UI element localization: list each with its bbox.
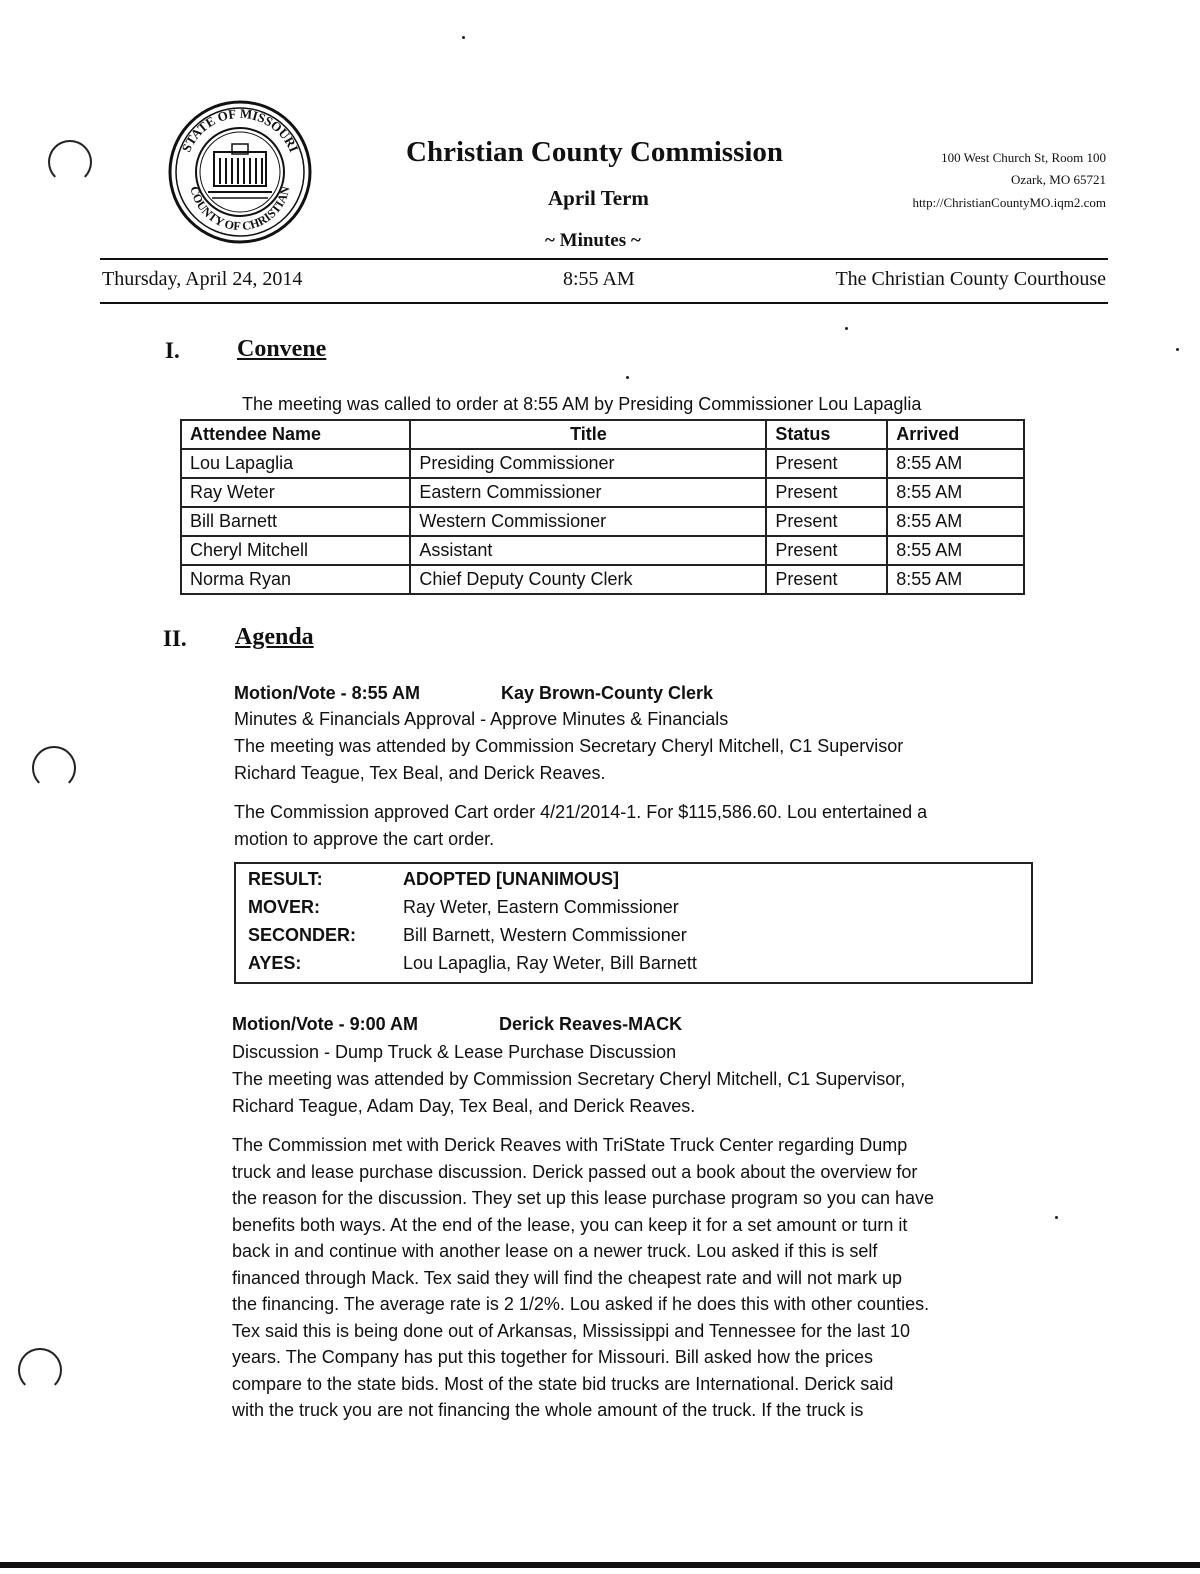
result-value: ADOPTED [UNANIMOUS]: [403, 869, 620, 889]
body-line: benefits both ways. At the end of the lease, you can keep it for a set amount or turn it: [232, 1214, 908, 1235]
attendee-arrived: 8:55 AM: [887, 478, 1024, 507]
section-number: I.: [165, 338, 180, 363]
scan-speck: [462, 36, 465, 39]
attendee-status: Present: [766, 536, 887, 565]
attendee-table: [180, 419, 1025, 595]
column-header: Arrived: [887, 420, 1024, 449]
meeting-date: Thursday, April 24, 2014: [102, 268, 303, 290]
table-row: [181, 507, 1024, 536]
item1-heading: Motion/Vote - 8:55 AM: [234, 683, 420, 703]
mover-row: [248, 897, 679, 918]
scan-speck: [626, 376, 629, 379]
attendee-status: Present: [766, 478, 887, 507]
body-line: years. The Company has put this together for Missouri. Bill asked how the prices: [232, 1347, 873, 1367]
svg-text:STATE OF MISSOURI: STATE OF MISSOURI: [178, 105, 302, 155]
ayes-row: [248, 953, 697, 974]
convene-intro: The meeting was called to order at 8:55 AM by Presiding Commissioner Lou Lapaglia: [242, 394, 922, 414]
meeting-time: 8:55 AM: [563, 268, 635, 290]
attendee-status: Present: [766, 449, 887, 478]
body-line: compare to the state bids. Most of the state bid trucks are International. Derick said: [232, 1373, 894, 1394]
item1-attended-line: The meeting was attended by Commission Secretary Cheryl Mitchell, C1 Supervisor: [234, 736, 904, 756]
minutes-label: ~ Minutes ~: [545, 230, 641, 251]
item2-attended-line: The meeting was attended by Commission Secretary Cheryl Mitchell, C1 Supervisor,: [232, 1069, 906, 1089]
item2-body: [232, 1132, 1092, 1424]
section-title-agenda: Agenda: [235, 624, 314, 650]
result-label: RESULT:: [248, 869, 323, 889]
scan-speck: [845, 327, 848, 330]
website-link[interactable]: http://ChristianCountyMO.iqm2.com: [912, 195, 1106, 210]
attendee-arrived: 8:55 AM: [887, 507, 1024, 536]
item1-body-line: The Commission approved Cart order 4/21/2014-1. For $115,586.60. Lou entertained a: [234, 802, 928, 822]
column-header: Title: [410, 420, 766, 449]
body-line: the financing. The average rate is 2 1/2%. Lou asked if he does this with other counties.: [232, 1294, 930, 1314]
header-rule-bottom: [100, 302, 1108, 304]
seconder-value: Bill Barnett, Western Commissioner: [403, 925, 687, 945]
attendee-name: Lou Lapaglia: [181, 449, 410, 478]
seconder-row: [248, 925, 687, 946]
body-line: the reason for the discussion. They set up this lease purchase program so you can have: [232, 1188, 935, 1208]
term-label: April Term: [548, 186, 649, 210]
body-line: Tex said this is being done out of Arkansas, Mississippi and Tennessee for the last 10: [232, 1320, 911, 1341]
item2-heading: Motion/Vote - 9:00 AM: [232, 1014, 418, 1034]
attendee-title: Eastern Commissioner: [410, 478, 766, 507]
attendee-name: Norma Ryan: [181, 565, 410, 594]
mover-label: MOVER:: [248, 897, 320, 917]
attendee-title: Assistant: [410, 536, 766, 565]
county-seal: [168, 100, 312, 244]
attendee-name: Ray Weter: [181, 478, 410, 507]
item1-presenter: Kay Brown-County Clerk: [501, 683, 714, 703]
item2-attended-line: Richard Teague, Adam Day, Tex Beal, and Derick Reaves.: [232, 1096, 696, 1116]
table-row: [181, 536, 1024, 565]
meeting-location: The Christian County Courthouse: [835, 268, 1106, 290]
address-line-2: Ozark, MO 65721: [1011, 172, 1106, 187]
svg-text:COUNTY OF CHRISTIAN: COUNTY OF CHRISTIAN: [187, 184, 293, 234]
ayes-label: AYES:: [248, 953, 302, 973]
attendee-arrived: 8:55 AM: [887, 565, 1024, 594]
attendee-title: Chief Deputy County Clerk: [410, 565, 766, 594]
commission-title: Christian County Commission: [406, 136, 784, 168]
attendee-arrived: 8:55 AM: [887, 449, 1024, 478]
punch-hole: [32, 746, 76, 790]
vote-result-box: [234, 862, 1033, 984]
seconder-label: SECONDER:: [248, 925, 357, 945]
attendee-arrived: 8:55 AM: [887, 536, 1024, 565]
column-header: Status: [766, 420, 887, 449]
scan-speck: [1055, 1216, 1058, 1219]
body-line: financed through Mack. Tex said they will find the cheapest rate and will not mark up: [232, 1267, 903, 1288]
address-line-1: 100 West Church St, Room 100: [941, 150, 1106, 165]
item1-attended-line: Richard Teague, Tex Beal, and Derick Reaves.: [234, 763, 606, 783]
body-line: truck and lease purchase discussion. Derick passed out a book about the overview for: [232, 1161, 918, 1182]
section-title-convene: Convene: [237, 336, 327, 362]
attendee-title: Western Commissioner: [410, 507, 766, 536]
punch-hole: [18, 1348, 62, 1392]
table-row: [181, 478, 1024, 507]
item1-subject: Minutes & Financials Approval - Approve Minutes & Financials: [234, 709, 729, 729]
item2-presenter: Derick Reaves-MACK: [499, 1014, 683, 1034]
result-row: [248, 869, 619, 890]
mover-value: Ray Weter, Eastern Commissioner: [403, 897, 679, 917]
attendee-status: Present: [766, 507, 887, 536]
attendee-name: Cheryl Mitchell: [181, 536, 410, 565]
column-header: Attendee Name: [181, 420, 410, 449]
body-line: back in and continue with another lease on a newer truck. Lou asked if this is self: [232, 1241, 878, 1261]
table-row: [181, 449, 1024, 478]
body-line: with the truck you are not financing the whole amount of the truck. If the truck is: [232, 1400, 864, 1420]
attendee-title: Presiding Commissioner: [410, 449, 766, 478]
attendee-status: Present: [766, 565, 887, 594]
item2-subject: Discussion - Dump Truck & Lease Purchase Discussion: [232, 1042, 677, 1062]
header-rule-top: [100, 258, 1108, 260]
punch-hole: [48, 140, 92, 184]
scan-edge: [0, 1562, 1200, 1568]
ayes-value: Lou Lapaglia, Ray Weter, Bill Barnett: [403, 953, 697, 973]
scan-speck: [1176, 348, 1179, 351]
table-row: [181, 565, 1024, 594]
body-line: The Commission met with Derick Reaves with TriState Truck Center regarding Dump: [232, 1135, 908, 1155]
section-number: II.: [163, 626, 187, 651]
item1-body-line: motion to approve the cart order.: [234, 829, 495, 849]
attendee-name: Bill Barnett: [181, 507, 410, 536]
attendee-table-header: [181, 420, 1024, 449]
